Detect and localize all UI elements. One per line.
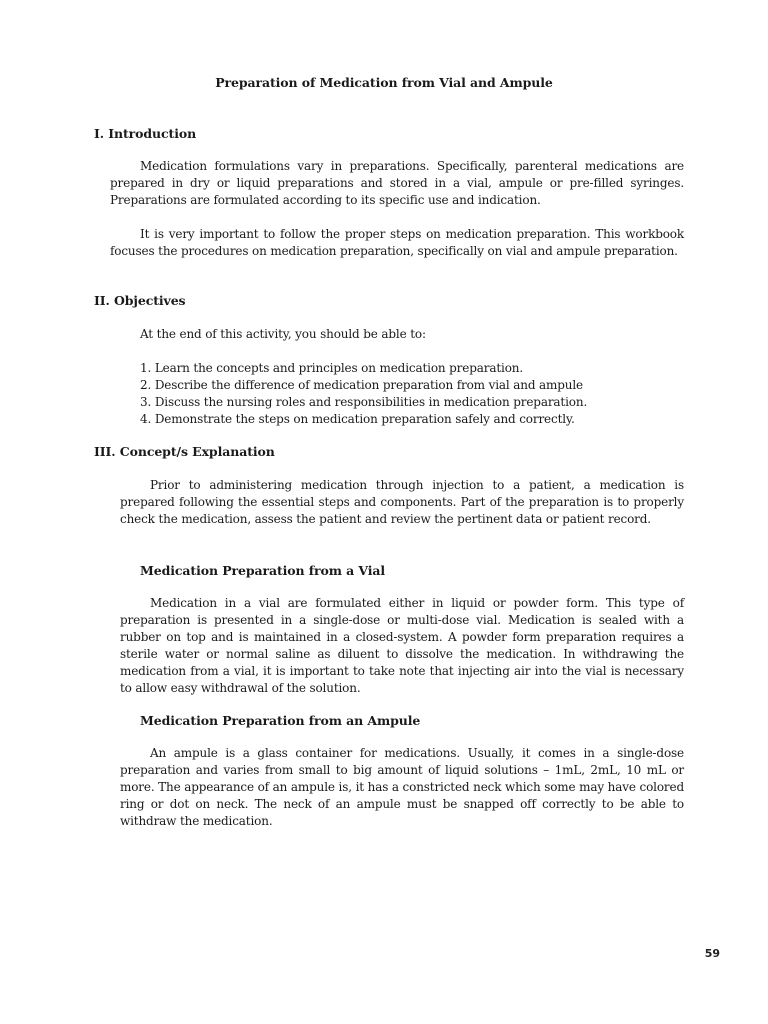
- concept-paragraph: Prior to administering medication through injection to a patient, a medication is prepared following the essential steps and components. Part of the preparation is to properly check the medication, assess the patient and review the pertinent data or patient record.: [120, 478, 684, 526]
- introduction-paragraph-2: It is very important to follow the proper steps on medication preparation. This workbook focuses the procedures on medication preparation, specifically on vial and ampule preparation.: [110, 227, 684, 258]
- introduction-heading: I. Introduction: [94, 126, 197, 141]
- page-number: 59: [704, 947, 720, 960]
- introduction-paragraph-1: Medication formulations vary in preparations. Specifically, parenteral medications are prepared in dry or liquid preparations and stored in a vial, ampule or pre-filled syringes. Preparations are formulated according to its specific use and indication.: [110, 159, 684, 207]
- objective-item: 3. Discuss the nursing roles and responsibilities in medication preparation.: [140, 395, 588, 409]
- objective-item: 1. Learn the concepts and principles on medication preparation.: [140, 361, 524, 375]
- objectives-lead: At the end of this activity, you should be able to:: [140, 327, 426, 341]
- ampule-subheading: Medication Preparation from an Ampule: [140, 713, 421, 728]
- objective-item: 2. Describe the difference of medication preparation from vial and ampule: [140, 378, 583, 392]
- concept-heading: III. Concept/s Explanation: [94, 444, 275, 459]
- vial-paragraph: Medication in a vial are formulated either in liquid or powder form. This type of preparation is presented in a single-dose or multi-dose vial. Medication is sealed with a rubber on top and is maintained in a closed-system. A powder form preparation requires a sterile water or normal saline as diluent to dissolve the medication. In withdrawing the medication from a vial, it is important to take note that injecting air into the vial is necessary to allow easy withdrawal of the solution.: [120, 596, 684, 695]
- document-title: Preparation of Medication from Vial and Ampule: [215, 75, 553, 90]
- vial-subheading: Medication Preparation from a Vial: [140, 563, 386, 578]
- objectives-list: [140, 360, 587, 428]
- objective-item: 4. Demonstrate the steps on medication preparation safely and correctly.: [140, 412, 575, 426]
- ampule-paragraph: An ampule is a glass container for medications. Usually, it comes in a single-dose preparation and varies from small to big amount of liquid solutions – 1mL, 2mL, 10 mL or more. The appearance of an ampule is, it has a constricted neck which some may have colored ring or dot on neck. The neck of an ampule must be snapped off correctly to be able to withdraw the medication.: [120, 746, 684, 828]
- objectives-heading: II. Objectives: [94, 293, 186, 308]
